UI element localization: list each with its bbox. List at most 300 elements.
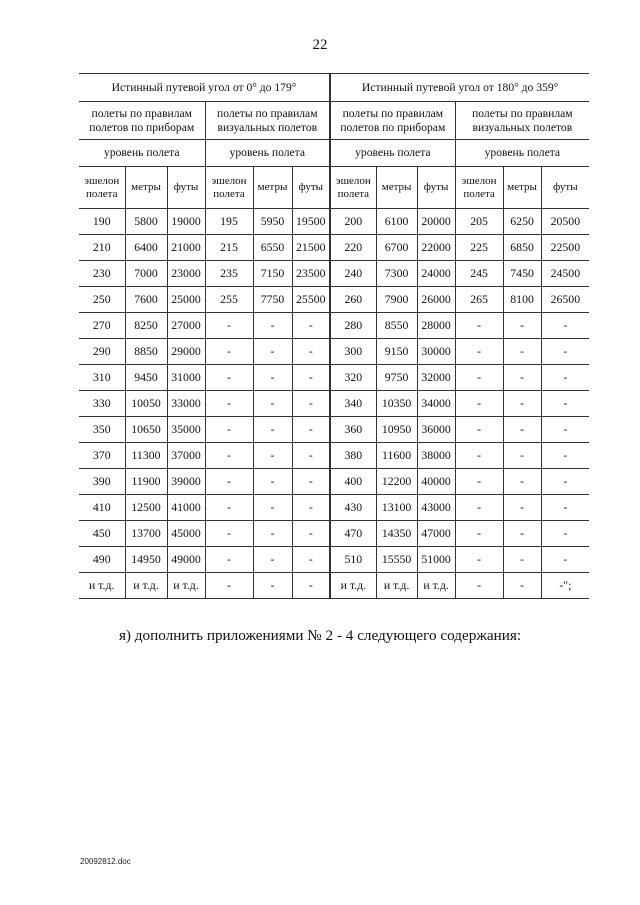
cell-value: 290 [92, 343, 111, 358]
table-cell [455, 495, 503, 521]
table-cell [503, 495, 541, 521]
table-cell [330, 495, 376, 521]
cell-value: - [308, 421, 313, 436]
table-cell [253, 469, 292, 495]
cell-value: 35000 [171, 421, 201, 436]
table-cell [205, 443, 253, 469]
table-cell [330, 443, 376, 469]
cell-value: 25000 [171, 291, 201, 306]
table-cell [167, 261, 205, 287]
cell-value: - [308, 343, 313, 358]
column-header-line: эшелон [461, 174, 497, 187]
column-header [503, 167, 541, 209]
column-header-line: метры [381, 181, 412, 194]
cell-value: - [308, 395, 313, 410]
table-cell [541, 469, 589, 495]
cell-value: -"; [559, 577, 572, 592]
table-cell [253, 339, 292, 365]
cell-value: 25500 [296, 291, 326, 306]
cell-value: 310 [92, 369, 111, 384]
table-cell [125, 287, 167, 313]
table-cell [503, 417, 541, 443]
table-cell [503, 287, 541, 313]
rules-header-line: визуальных полетов [472, 120, 573, 134]
table-cell [125, 469, 167, 495]
table-cell [253, 547, 292, 573]
cell-value: 6850 [510, 239, 534, 254]
cell-value: 19500 [296, 213, 326, 228]
table-cell [205, 547, 253, 573]
column-header-line: эшелон [211, 174, 247, 187]
table-cell [376, 417, 417, 443]
table-cell [292, 521, 330, 547]
cell-value: 36000 [421, 421, 451, 436]
table-cell [125, 313, 167, 339]
table-cell [330, 261, 376, 287]
table-row [79, 261, 589, 287]
cell-value: и т.д. [89, 577, 115, 592]
level-header [455, 140, 589, 167]
table-cell [541, 235, 589, 261]
table-row [79, 209, 589, 235]
level-header [205, 140, 330, 167]
cell-value: 7300 [384, 265, 409, 280]
cell-value: 13100 [381, 499, 412, 514]
cell-value: - [477, 317, 482, 332]
table-cell [125, 521, 167, 547]
cell-value: 330 [92, 395, 111, 410]
table-cell [417, 365, 455, 391]
cell-value: - [308, 447, 313, 462]
cell-value: 43000 [421, 499, 451, 514]
cell-value: - [520, 421, 525, 436]
table-cell [503, 547, 541, 573]
table-row [79, 365, 589, 391]
cell-value: 7600 [134, 291, 158, 306]
table-cell [455, 209, 503, 235]
cell-value: 410 [92, 499, 111, 514]
table-cell [167, 365, 205, 391]
column-header [541, 167, 589, 209]
table-row [79, 313, 589, 339]
table-cell [417, 209, 455, 235]
cell-value: 215 [220, 239, 238, 254]
cell-value: - [477, 421, 482, 436]
cell-value: 7450 [510, 265, 534, 280]
table-cell [292, 495, 330, 521]
cell-value: - [270, 551, 275, 566]
table-cell [503, 261, 541, 287]
cell-value: 370 [92, 447, 111, 462]
table-cell [292, 573, 330, 599]
table-cell [541, 313, 589, 339]
table-cell [79, 573, 125, 599]
table-cell [376, 313, 417, 339]
table-row [79, 495, 589, 521]
cell-value: 340 [344, 395, 363, 410]
cell-value: - [308, 551, 313, 566]
table-cell [376, 573, 417, 599]
table-cell [455, 547, 503, 573]
table-cell [541, 495, 589, 521]
cell-value: 5950 [260, 213, 285, 228]
cell-value: 220 [344, 239, 363, 254]
cell-value: и т.д. [423, 577, 449, 592]
cell-value: - [563, 395, 568, 410]
table-cell [376, 339, 417, 365]
column-header-line: полета [463, 187, 495, 200]
cell-value: 320 [344, 369, 363, 384]
table-cell [167, 287, 205, 313]
cell-value: - [520, 447, 525, 462]
table-cell [125, 209, 167, 235]
table-cell [253, 495, 292, 521]
cell-value: 10350 [381, 395, 412, 410]
cell-value: 6400 [134, 239, 158, 254]
table-cell [541, 365, 589, 391]
cell-value: - [477, 369, 482, 384]
cell-value: 350 [92, 421, 111, 436]
column-header [253, 167, 292, 209]
table-cell [79, 287, 125, 313]
cell-value: 6250 [510, 213, 534, 228]
cell-value: - [477, 343, 482, 358]
cell-value: 24500 [550, 265, 581, 280]
column-header-line: эшелон [84, 174, 120, 187]
table-cell [205, 469, 253, 495]
cell-value: - [227, 395, 231, 410]
table-cell [253, 443, 292, 469]
cell-value: - [227, 317, 231, 332]
table-cell [125, 443, 167, 469]
cell-value: - [270, 317, 275, 332]
cell-value: 6700 [384, 239, 409, 254]
table-cell [253, 235, 292, 261]
table-cell [541, 261, 589, 287]
direction-header-label: Истинный путевой угол от 180° до 359° [361, 80, 559, 94]
cell-value: 24000 [421, 265, 451, 280]
page-number: 22 [312, 37, 328, 53]
cell-value: 11600 [382, 447, 412, 462]
rules-header-line: полеты по правилам [342, 107, 444, 121]
cell-value: 230 [92, 265, 111, 280]
table-cell [79, 417, 125, 443]
cell-value: - [563, 421, 568, 436]
cell-value: 47000 [421, 525, 451, 540]
table-cell [167, 209, 205, 235]
cell-value: 9450 [134, 369, 158, 384]
table-cell [376, 547, 417, 573]
table-cell [455, 261, 503, 287]
table-cell [79, 443, 125, 469]
table-cell [79, 261, 125, 287]
cell-value: 33000 [171, 395, 201, 410]
table-cell [376, 287, 417, 313]
cell-value: 300 [344, 343, 363, 358]
table-cell [330, 391, 376, 417]
rules-header-line: полетов по приборам [340, 120, 446, 134]
table-cell [455, 417, 503, 443]
column-header-row [79, 167, 589, 209]
table-cell [79, 469, 125, 495]
table-cell [417, 521, 455, 547]
table-cell [541, 547, 589, 573]
cell-value: 22500 [550, 239, 581, 254]
table-cell [253, 287, 292, 313]
table-cell [330, 469, 376, 495]
table-cell [79, 391, 125, 417]
cell-value: 8850 [134, 343, 158, 358]
column-header-line: полета [86, 187, 118, 200]
column-header [79, 167, 125, 209]
table-cell [292, 365, 330, 391]
table-cell [167, 235, 205, 261]
cell-value: - [520, 369, 525, 384]
table-cell [167, 573, 205, 599]
column-header-line: метры [257, 181, 288, 194]
cell-value: 23000 [171, 265, 201, 280]
table-row [79, 521, 589, 547]
table-cell [205, 261, 253, 287]
flight-levels-table [79, 73, 589, 599]
cell-value: - [477, 447, 482, 462]
cell-value: - [270, 473, 275, 488]
cell-value: - [477, 473, 482, 488]
cell-value: - [520, 343, 525, 358]
table-cell [330, 573, 376, 599]
table-cell [376, 521, 417, 547]
cell-value: 11900 [131, 473, 161, 488]
cell-value: 38000 [421, 447, 451, 462]
table-cell [376, 365, 417, 391]
cell-value: 9750 [384, 369, 409, 384]
rules-header-line: полеты по правилам [217, 107, 318, 121]
table-cell [541, 417, 589, 443]
table-cell [455, 391, 503, 417]
table-cell [330, 235, 376, 261]
table-cell [292, 287, 330, 313]
column-header-line: футы [298, 181, 324, 194]
cell-value: 7150 [260, 265, 285, 280]
table-cell [376, 469, 417, 495]
table-cell [253, 417, 292, 443]
cell-value: - [520, 473, 525, 488]
table-cell [292, 547, 330, 573]
table-cell [503, 443, 541, 469]
cell-value: - [308, 499, 313, 514]
cell-value: 240 [344, 265, 363, 280]
table-cell [292, 235, 330, 261]
cell-value: 450 [92, 525, 111, 540]
table-cell [330, 209, 376, 235]
cell-value: 255 [220, 291, 238, 306]
rules-header [455, 102, 589, 140]
cell-value: 390 [92, 473, 111, 488]
cell-value: 40000 [421, 473, 451, 488]
cell-value: 10950 [381, 421, 412, 436]
cell-value: 280 [344, 317, 363, 332]
cell-value: 27000 [171, 317, 201, 332]
cell-value: - [308, 317, 313, 332]
cell-value: 245 [470, 265, 488, 280]
cell-value: 32000 [421, 369, 451, 384]
table-cell [455, 339, 503, 365]
rules-header-line: полеты по правилам [472, 107, 573, 121]
cell-value: - [227, 473, 231, 488]
table-cell [417, 287, 455, 313]
cell-value: 195 [220, 213, 238, 228]
table-cell [292, 443, 330, 469]
cell-value: 13700 [131, 525, 161, 540]
table-cell [125, 417, 167, 443]
table-cell [205, 417, 253, 443]
cell-value: - [227, 421, 231, 436]
cell-value: 39000 [171, 473, 201, 488]
column-header [376, 167, 417, 209]
table-cell [503, 209, 541, 235]
cell-value: 21500 [296, 239, 326, 254]
table-cell [205, 573, 253, 599]
cell-value: - [308, 577, 313, 592]
table-cell [292, 391, 330, 417]
cell-value: - [227, 551, 231, 566]
table-cell [205, 209, 253, 235]
level-header-label: уровень полета [229, 146, 306, 160]
table-cell [330, 313, 376, 339]
column-header-line: метры [131, 181, 161, 194]
table-cell [79, 365, 125, 391]
column-header [292, 167, 330, 209]
cell-value: 29000 [171, 343, 201, 358]
cell-value: 6550 [260, 239, 285, 254]
cell-value: 260 [344, 291, 363, 306]
table-cell [79, 339, 125, 365]
cell-value: 20000 [421, 213, 451, 228]
cell-value: - [477, 577, 482, 592]
column-header-line: футы [553, 181, 578, 194]
table-cell [417, 235, 455, 261]
table-cell [167, 313, 205, 339]
cell-value: - [270, 499, 275, 514]
table-cell [503, 573, 541, 599]
table-cell [455, 287, 503, 313]
table-row [79, 443, 589, 469]
column-header-line: полета [337, 187, 370, 200]
table-cell [205, 287, 253, 313]
rules-header-line: полеты по правилам [91, 107, 193, 121]
cell-value: и т.д. [383, 577, 410, 592]
table-cell [253, 261, 292, 287]
table-cell [541, 287, 589, 313]
table-cell [205, 339, 253, 365]
table-cell [292, 261, 330, 287]
cell-value: 10050 [131, 395, 161, 410]
cell-value: и т.д. [340, 577, 367, 592]
level-header-label: уровень полета [484, 146, 561, 160]
cell-value: - [520, 499, 525, 514]
table-cell [417, 495, 455, 521]
table-cell [376, 261, 417, 287]
table-cell [125, 261, 167, 287]
table-cell [253, 313, 292, 339]
table-cell [79, 547, 125, 573]
cell-value: 8550 [384, 317, 409, 332]
cell-value: - [520, 525, 525, 540]
table-cell [205, 495, 253, 521]
table-cell [417, 573, 455, 599]
cell-value: 7000 [134, 265, 158, 280]
table-cell [455, 235, 503, 261]
table-cell [167, 391, 205, 417]
table-row [79, 547, 589, 573]
cell-value: 235 [220, 265, 238, 280]
instruction-text: я) дополнить приложениями № 2 - 4 следующего содержания: [118, 627, 522, 644]
table-cell [205, 235, 253, 261]
table-row [79, 573, 589, 599]
cell-value: 265 [470, 291, 488, 306]
table-cell [330, 365, 376, 391]
table-cell [125, 495, 167, 521]
cell-value: 37000 [171, 447, 201, 462]
cell-value: 430 [344, 499, 363, 514]
table-cell [292, 313, 330, 339]
cell-value: - [308, 525, 313, 540]
table-cell [330, 339, 376, 365]
table-cell [125, 235, 167, 261]
cell-value: 11300 [131, 447, 161, 462]
cell-value: 26500 [550, 291, 581, 306]
table-cell [79, 235, 125, 261]
column-header [205, 167, 253, 209]
cell-value: 8250 [134, 317, 158, 332]
table-cell [167, 417, 205, 443]
rules-header-line: полетов по приборам [89, 120, 195, 134]
cell-value: - [477, 525, 482, 540]
cell-value: 9150 [384, 343, 409, 358]
table-cell [292, 339, 330, 365]
table-cell [125, 365, 167, 391]
cell-value: 30000 [421, 343, 451, 358]
cell-value: - [227, 577, 231, 592]
cell-value: 5800 [134, 213, 158, 228]
table-cell [79, 495, 125, 521]
cell-value: 205 [470, 213, 488, 228]
cell-value: - [227, 499, 231, 514]
cell-value: - [563, 317, 568, 332]
direction-header-row [79, 74, 589, 102]
table-cell [541, 443, 589, 469]
cell-value: 12200 [381, 473, 412, 488]
table-cell [455, 573, 503, 599]
table-cell [253, 573, 292, 599]
table-cell [330, 417, 376, 443]
cell-value: 21000 [171, 239, 201, 254]
cell-value: - [520, 317, 525, 332]
cell-value: 28000 [421, 317, 451, 332]
table-cell [503, 391, 541, 417]
column-header [455, 167, 503, 209]
cell-value: и т.д. [133, 577, 159, 592]
cell-value: 22000 [421, 239, 451, 254]
table-cell [79, 521, 125, 547]
cell-value: - [563, 369, 568, 384]
cell-value: 510 [344, 551, 363, 566]
cell-value: 190 [92, 213, 111, 228]
column-header-line: футы [173, 181, 199, 194]
cell-value: 31000 [171, 369, 201, 384]
table-cell [253, 365, 292, 391]
table-cell [330, 521, 376, 547]
